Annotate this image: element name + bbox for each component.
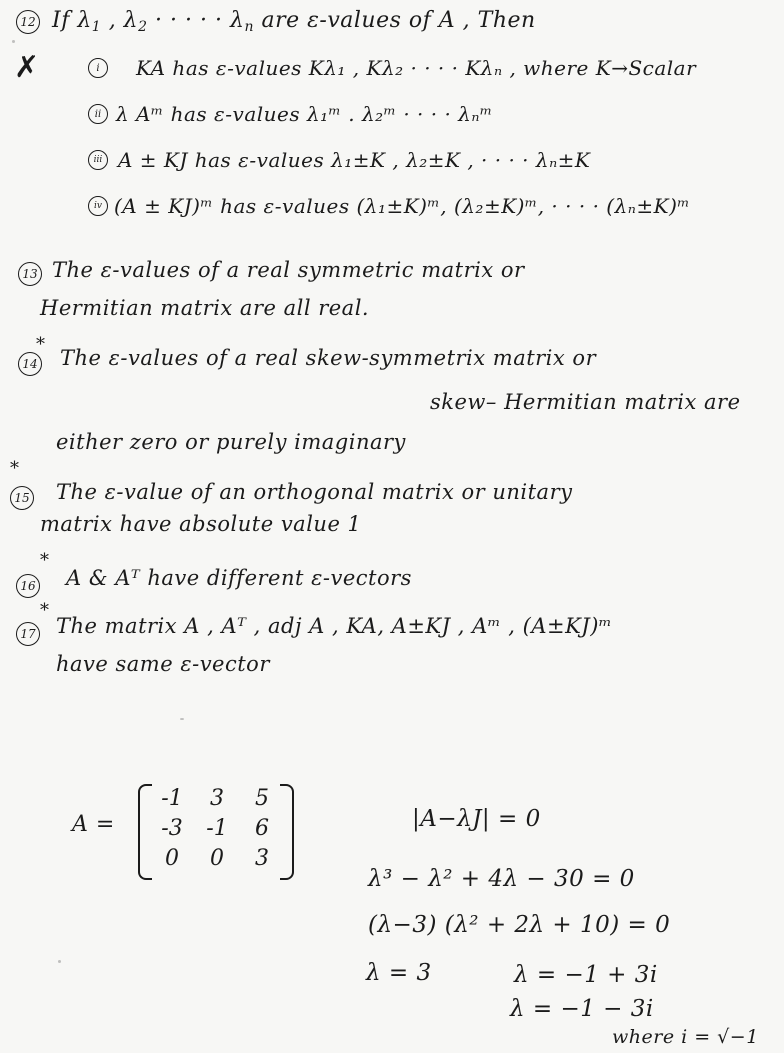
matrix-cell: 0 (210, 846, 224, 871)
matrix-row-3 (152, 846, 282, 871)
root-real: λ = 3 (366, 960, 432, 986)
star-mark-17: * (40, 600, 49, 621)
matrix-cell: -1 (206, 816, 228, 841)
item-12-text-g: are ε-values of A , Then (253, 8, 536, 33)
equation-factored: (λ−3) (λ² + 2λ + 10) = 0 (368, 912, 671, 938)
subitem-number-iv: iv (88, 196, 108, 216)
item-13-line-1: The ε-values of a real symmetric matrix or (52, 258, 525, 282)
imaginary-unit-note: where i = √−1 (612, 1026, 759, 1048)
item-16-line: A & Aᵀ have different ε-vectors (66, 566, 412, 590)
matrix-left-bracket (138, 784, 152, 880)
matrix-cell: 3 (210, 786, 224, 811)
item-12-text-c: , λ (101, 8, 139, 33)
cross-mark: ✗ (14, 50, 40, 85)
item-number-15: 15 (10, 486, 34, 510)
star-mark-14: * (36, 334, 45, 355)
subitem-number-i: i (88, 58, 108, 78)
subitem-i-text: KA has ε-values Kλ₁ , Kλ₂ · · · · Kλₙ , where K→Scalar (136, 56, 697, 80)
item-14-line-2: skew– Hermitian matrix are (430, 390, 741, 414)
subitem-number-iii: iii (88, 150, 108, 170)
root-complex-1: λ = −1 + 3i (514, 962, 658, 988)
item-14-line-1: The ε-values of a real skew-symmetrix matrix or (60, 346, 597, 370)
matrix-label: A = (72, 812, 115, 837)
paper-speck (12, 40, 15, 43)
item-13-line-2: Hermitian matrix are all real. (40, 296, 370, 320)
item-number-17: 17 (16, 622, 40, 646)
item-number-12: 12 (16, 10, 40, 34)
item-14-line-3: either zero or purely imaginary (56, 430, 406, 454)
matrix-cell: -1 (161, 786, 183, 811)
star-mark-15: * (10, 458, 19, 479)
matrix-right-bracket (280, 784, 294, 880)
item-12-sub-1: 1 (91, 19, 102, 35)
item-15-line-2: matrix have absolute value 1 (40, 512, 362, 536)
item-17-line-1: The matrix A , Aᵀ , adj A , KA, A±KJ , Aᵐ , (A±KJ)ᵐ (56, 614, 613, 638)
matrix-cell: 6 (255, 816, 269, 841)
matrix-row-1 (152, 786, 282, 811)
item-number-16: 16 (16, 574, 40, 598)
item-12-text-e: · · · · · λ (147, 8, 245, 33)
matrix-cell: 5 (255, 786, 269, 811)
matrix-a (138, 784, 294, 876)
item-12-line (52, 8, 536, 35)
matrix-cell: 3 (255, 846, 269, 871)
subitem-ii-text: λ Aᵐ has ε-values λ₁ᵐ . λ₂ᵐ · · · · λₙᵐ (116, 102, 493, 126)
item-number-13: 13 (18, 262, 42, 286)
item-12-sub-2: 2 (138, 19, 148, 35)
matrix-cell: 0 (165, 846, 179, 871)
matrix-cell: -3 (161, 816, 183, 841)
subitem-number-ii: ii (88, 104, 108, 124)
subitem-iii-text: A ± KJ has ε-values λ₁±K , λ₂±K , · · · · λₙ±K (118, 148, 591, 172)
subitem-iv-text: (A ± KJ)ᵐ has ε-values (λ₁±K)ᵐ, (λ₂±K)ᵐ, · · · · (λₙ±K)ᵐ (114, 194, 691, 218)
equation-characteristic: λ³ − λ² + 4λ − 30 = 0 (368, 866, 635, 892)
root-complex-2: λ = −1 − 3i (510, 996, 654, 1022)
item-17-line-2: have same ε-vector (56, 652, 270, 676)
star-mark-16: * (40, 550, 49, 571)
paper-speck (180, 718, 184, 720)
item-number-14: 14 (18, 352, 42, 376)
item-12-sub-n: n (244, 19, 254, 35)
paper-speck (58, 960, 61, 963)
equation-det: |A−λJ| = 0 (412, 806, 541, 832)
item-12-text-a: If λ (52, 8, 92, 33)
item-15-line-1: The ε-value of an orthogonal matrix or unitary (56, 480, 573, 504)
matrix-row-2 (152, 816, 282, 841)
